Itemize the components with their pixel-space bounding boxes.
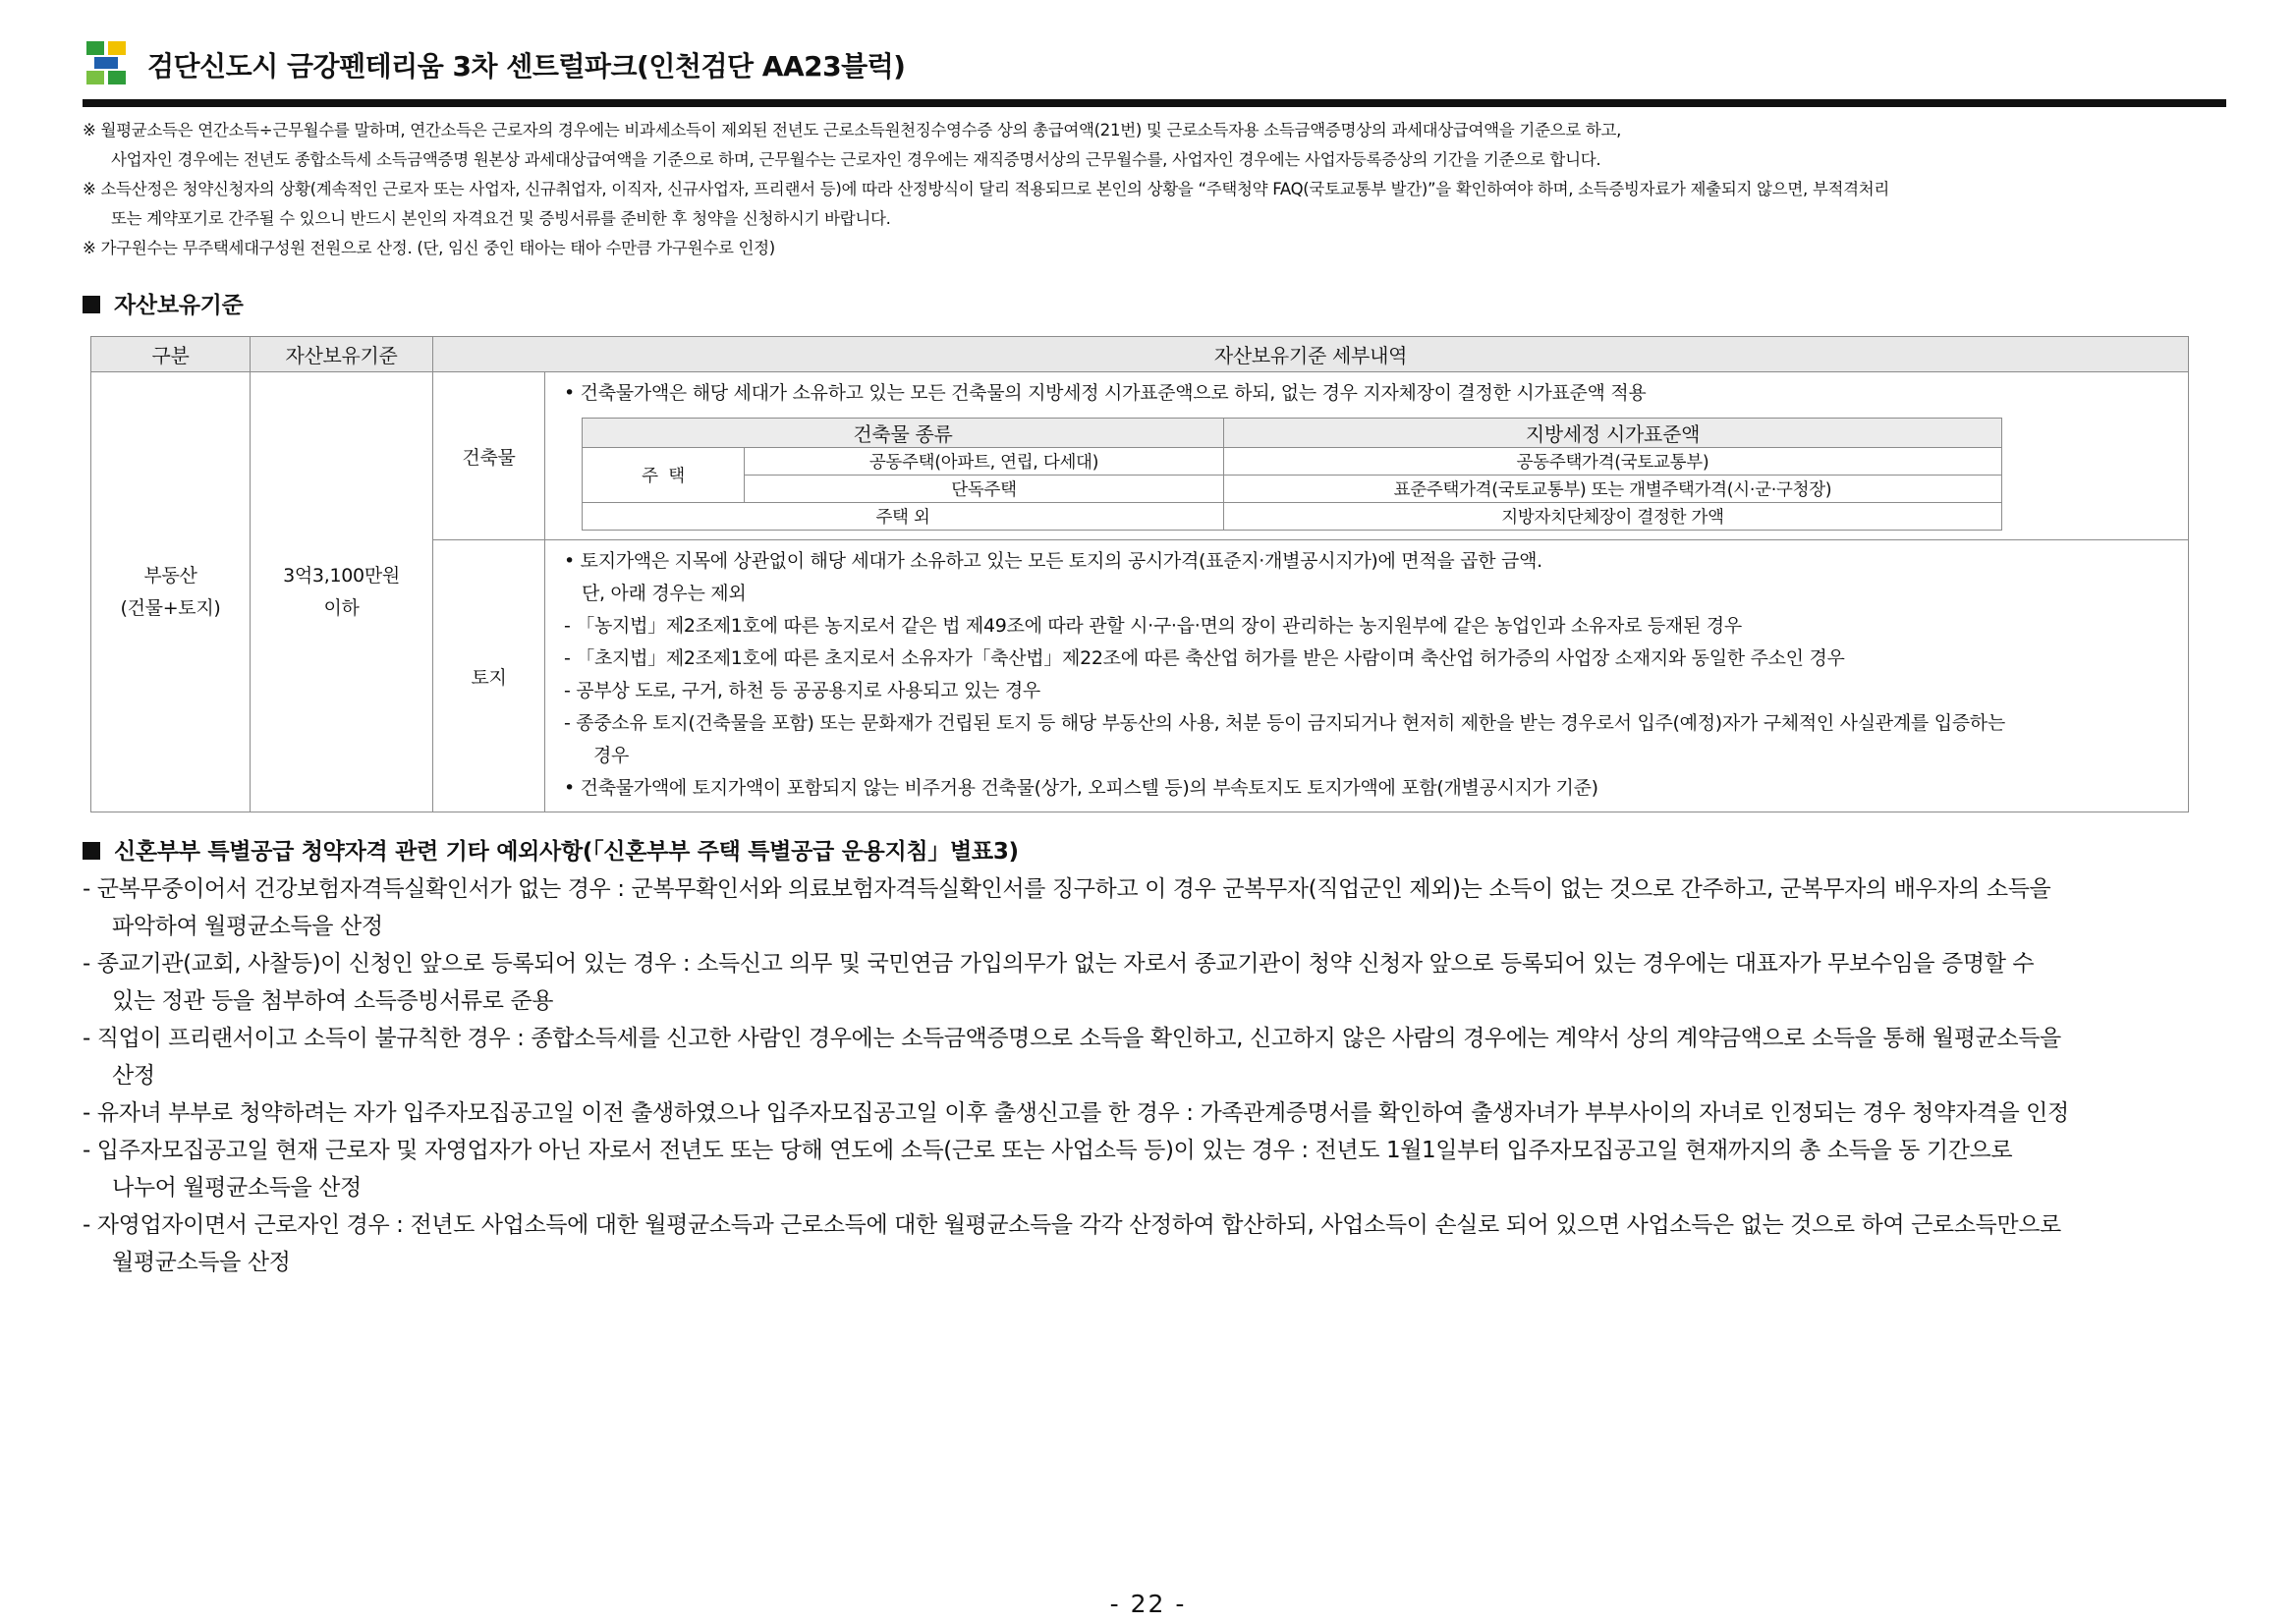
land-exception-item: - 「농지법」제2조제1호에 따른 농지로서 같은 법 제49조에 따라 관할 시·구·읍·면의 장이 관리하는 농지원부에 같은 농업인과 소유자로 등재된 경우 — [564, 615, 1742, 637]
building-type: 공동주택(아파트, 연립, 다세대) — [745, 448, 1224, 476]
housing-label: 주 택 — [583, 448, 745, 503]
land-bullet: • 토지가액은 지목에 상관없이 해당 세대가 소유하고 있는 모든 토지의 공시가격(표준지·개별공시지가)에 면적을 곱한 금액. — [564, 550, 1542, 572]
column-header: 구분 — [91, 337, 251, 372]
list-item: - 군복무중이어서 건강보험자격득실확인서가 없는 경우 : 군복무확인서와 의료보험자격득실확인서를 징구하고 이 경우 군복무자(직업군인 제외)는 소득이 없는 것으로 간주하고, 군복무자의 배우자의 소득을 — [83, 876, 2051, 902]
land-label-cell: 토지 — [433, 540, 545, 812]
land-exception-item: - 공부상 도로, 구거, 하천 등 공공용지로 사용되고 있는 경우 — [564, 680, 1040, 701]
note-line: ※ 가구원수는 무주택세대구성원 전원으로 산정. (단, 임신 중인 태아는 태아 수만큼 가구원수로 인정) — [83, 239, 775, 257]
building-label-cell: 건축물 — [433, 372, 545, 540]
inner-row — [583, 448, 2002, 476]
list-item-continuation: 나누어 월평균소득을 산정 — [112, 1175, 362, 1201]
inner-row — [583, 476, 2002, 503]
logo-icon — [86, 41, 126, 84]
column-header: 자산보유기준 — [251, 337, 433, 372]
list-item: - 직업이 프리랜서이고 소득이 불규칙한 경우 : 종합소득세를 신고한 사람인 경우에는 소득금액증명으로 소득을 확인하고, 신고하지 않은 사람의 경우에는 계약서 상의 계약금액으로 소득을 통해 월평균소득을 — [83, 1026, 2061, 1051]
asset-section-heading: 자산보유기준 — [83, 287, 244, 319]
building-price-table — [582, 418, 2002, 531]
note-line: ※ 월평균소득은 연간소득÷근무월수를 말하며, 연간소득은 근로자의 경우에는 비과세소득이 제외된 전년도 근로소득원천징수영수증 상의 총급여액(21번) 및 근로소득자용 소득금액증명상의 과세대상급여액을 기준으로 하고, — [83, 121, 1622, 140]
inner-column-header: 건축물 종류 — [583, 419, 1224, 448]
document-header — [86, 39, 2224, 98]
land-bullet: • 건축물가액에 토지가액이 포함되지 않는 비주거용 건축물(상가, 오피스텔 등)의 부속토지도 토지가액에 포함(개별공시지가 기준) — [564, 777, 1598, 799]
table-header-row — [91, 337, 2189, 372]
list-item-continuation: 파악하여 월평균소득을 산정 — [112, 914, 383, 939]
exceptions-list — [83, 870, 2224, 1281]
building-price: 공동주택가격(국토교통부) — [1224, 448, 2002, 476]
land-exception-item: - 종중소유 토지(건축물을 포함) 또는 문화재가 건립된 토지 등 해당 부동산의 사용, 처분 등이 금지되거나 현저히 제한을 받는 경우로서 입주(예정)자가 구체적인 사실관계를 입증하는 — [564, 712, 2005, 734]
note-line: 사업자인 경우에는 전년도 종합소득세 소득금액증명 원본상 과세대상급여액을 기준으로 하며, 근무월수는 근로자인 경우에는 재직증명서상의 근무월수를, 사업자인 경우에는 사업자등록증상의 기간을 기준으로 합니다. — [111, 150, 1601, 169]
land-exception-item: - 「초지법」제2조제1호에 따른 초지로서 소유자가「축산법」제22조에 따른 축산업 허가를 받은 사람이며 축산업 허가증의 사업장 소재지와 동일한 주소인 경우 — [564, 647, 1845, 669]
list-item: - 유자녀 부부로 청약하려는 자가 입주자모집공고일 이전 출생하였으나 입주자모집공고일 이후 출생신고를 한 경우 : 가족관계증명서를 확인하여 출생자녀가 부부사이의 자녀로 인정되는 경우 청약자격을 인정 — [83, 1100, 2069, 1126]
list-item: - 종교기관(교회, 사찰등)이 신청인 앞으로 등록되어 있는 경우 : 소득신고 의무 및 국민연금 가입의무가 없는 자로서 종교기관이 청약 신청자 앞으로 등록되어 있는 경우에는 대표자가 무보수임을 증명할 수 — [83, 951, 2035, 977]
square-bullet-icon — [83, 296, 100, 313]
building-bullet: • 건축물가액은 해당 세대가 소유하고 있는 모든 건축물의 지방세정 시가표준액으로 하되, 없는 경우 지자체장이 결정한 시가표준액 적용 — [564, 382, 1647, 404]
land-exception-continuation: 경우 — [593, 745, 630, 766]
income-notes — [83, 116, 2224, 263]
exceptions-section-heading: 신혼부부 특별공급 청약자격 관련 기타 예외사항(「신혼부부 주택 특별공급 운용지침」별표3) — [83, 833, 1019, 866]
column-header: 자산보유기준 세부내역 — [433, 337, 2189, 372]
building-type: 단독주택 — [745, 476, 1224, 503]
category-cell: 부동산 (건물+토지) — [91, 372, 251, 812]
list-item-continuation: 있는 정관 등을 첨부하여 소득증빙서류로 준용 — [112, 988, 554, 1014]
list-item-continuation: 월평균소득을 산정 — [112, 1250, 291, 1275]
note-line: ※ 소득산정은 청약신청자의 상황(계속적인 근로자 또는 사업자, 신규취업자, 이직자, 신규사업자, 프리랜서 등)에 따라 산정방식이 달리 적용되므로 본인의 상황을 “주택청약 FAQ(국토교통부 발간)”을 확인하여야 하며, 소득증빙자료가 제출되지 않으면, 부적격처리 — [83, 180, 1890, 198]
square-bullet-icon — [83, 842, 100, 860]
list-item: - 자영업자이면서 근로자인 경우 : 전년도 사업소득에 대한 월평균소득과 근로소득에 대한 월평균소득을 각각 산정하여 합산하되, 사업소득이 손실로 되어 있으면 사업소득은 없는 것으로 하여 근로소득만으로 — [83, 1212, 2061, 1238]
list-item-continuation: 산정 — [112, 1063, 155, 1089]
building-price: 표준주택가격(국토교통부) 또는 개별주택가격(시·군·구청장) — [1224, 476, 2002, 503]
land-bullet-continuation: 단, 아래 경우는 제외 — [582, 583, 747, 604]
building-detail-cell — [545, 372, 2189, 540]
inner-column-header: 지방세정 시가표준액 — [1224, 419, 2002, 448]
land-detail-cell — [545, 540, 2189, 812]
table-row — [91, 372, 2189, 540]
document-title: 검단신도시 금강펜테리움 3차 센트럴파크(인천검단 AA23블럭) — [147, 50, 906, 83]
note-line: 또는 계약포기로 간주될 수 있으니 반드시 본인의 자격요건 및 증빙서류를 준비한 후 청약을 신청하시기 바랍니다. — [111, 209, 891, 228]
inner-header-row — [583, 419, 2002, 448]
list-item: - 입주자모집공고일 현재 근로자 및 자영업자가 아닌 자로서 전년도 또는 당해 연도에 소득(근로 또는 사업소득 등)이 있는 경우 : 전년도 1월1일부터 입주자모집공고일 현재까지의 총 소득을 동 기간으로 — [83, 1138, 2013, 1163]
asset-standard-table — [90, 336, 2189, 812]
building-type: 주택 외 — [583, 503, 1224, 531]
building-price: 지방자치단체장이 결정한 가액 — [1224, 503, 2002, 531]
inner-row — [583, 503, 2002, 531]
page-number: - 22 - — [1109, 1590, 1187, 1618]
title-divider — [83, 99, 2226, 107]
standard-cell: 3억3,100만원 이하 — [251, 372, 433, 812]
